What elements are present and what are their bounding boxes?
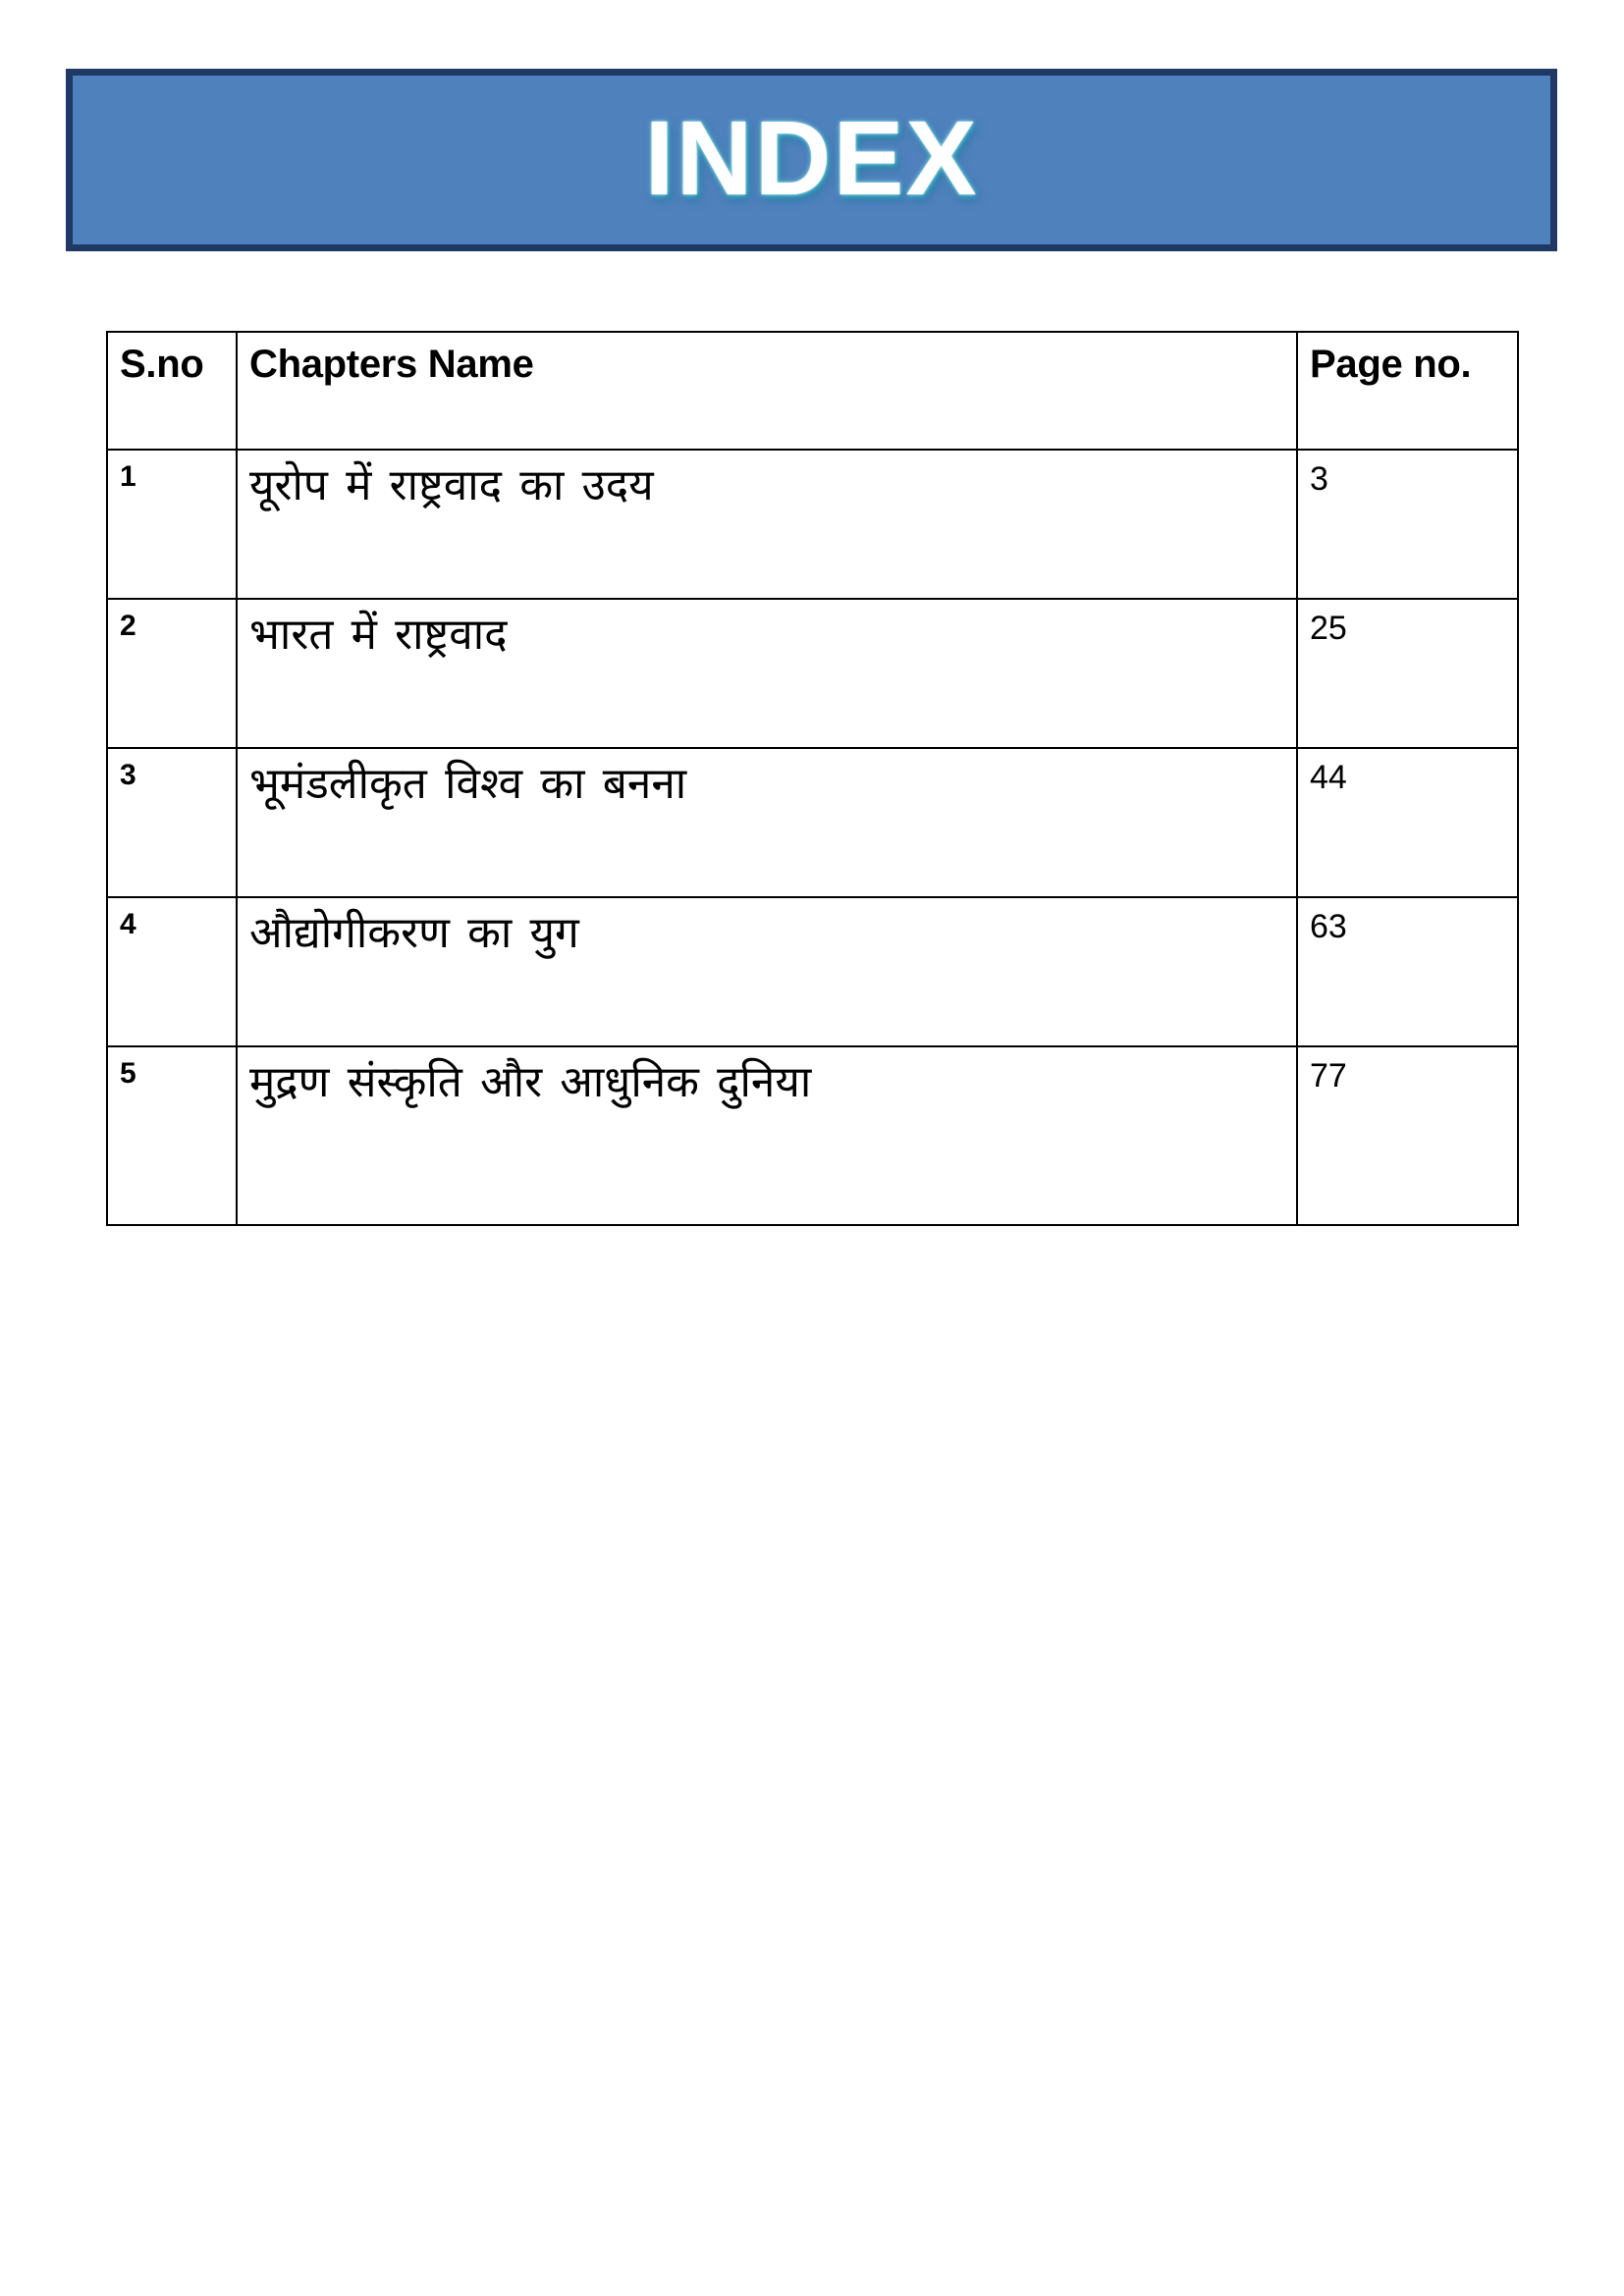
page-title: INDEX <box>644 98 979 217</box>
column-header-chapters-name: Chapters Name <box>237 332 1297 450</box>
table-header-row <box>107 332 1518 450</box>
cell-serial-number: 2 <box>107 599 237 748</box>
index-table <box>106 331 1519 1226</box>
cell-serial-number: 4 <box>107 897 237 1046</box>
cell-serial-number: 5 <box>107 1046 237 1225</box>
cell-page-number: 25 <box>1297 599 1518 748</box>
cell-chapter-name: भूमंडलीकृत विश्व का बनना <box>237 748 1297 897</box>
table-header <box>107 332 1518 450</box>
cell-page-number: 44 <box>1297 748 1518 897</box>
cell-page-number: 63 <box>1297 897 1518 1046</box>
cell-page-number: 3 <box>1297 450 1518 599</box>
cell-page-number: 77 <box>1297 1046 1518 1225</box>
column-header-sno: S.no <box>107 332 237 450</box>
table-row <box>107 1046 1518 1225</box>
column-header-page-no: Page no. <box>1297 332 1518 450</box>
cell-chapter-name: मुद्रण संस्कृति और आधुनिक दुनिया <box>237 1046 1297 1225</box>
table-body <box>107 450 1518 1225</box>
table-row <box>107 897 1518 1046</box>
index-banner <box>67 70 1556 250</box>
cell-chapter-name: यूरोप में राष्ट्रवाद का उदय <box>237 450 1297 599</box>
cell-serial-number: 1 <box>107 450 237 599</box>
cell-chapter-name: भारत में राष्ट्रवाद <box>237 599 1297 748</box>
cell-serial-number: 3 <box>107 748 237 897</box>
table-row <box>107 599 1518 748</box>
cell-chapter-name: औद्योगीकरण का युग <box>237 897 1297 1046</box>
table-row <box>107 450 1518 599</box>
table-row <box>107 748 1518 897</box>
